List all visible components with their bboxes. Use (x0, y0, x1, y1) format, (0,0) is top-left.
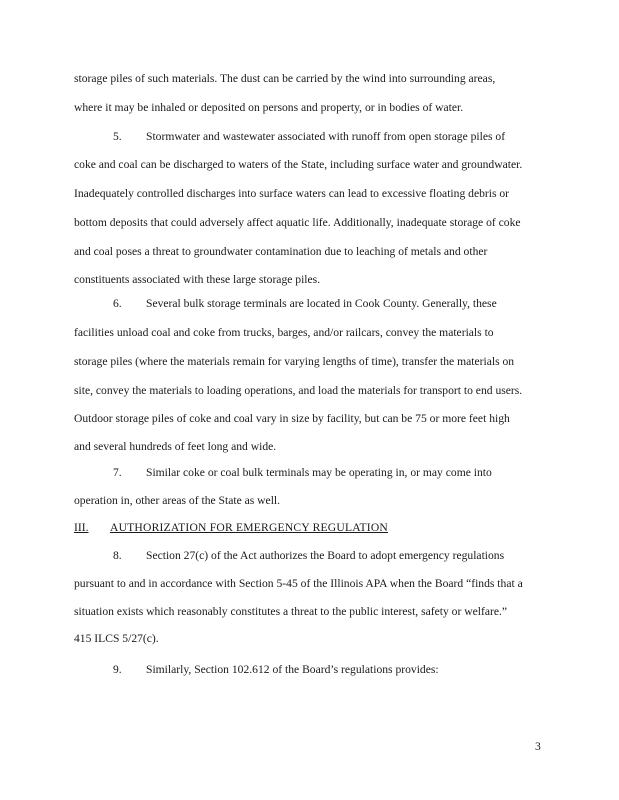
body-line: constituents associated with these large storage piles. (74, 273, 321, 286)
body-line: storage piles of such materials. The dust can be carried by the wind into surrounding areas, (74, 72, 496, 85)
body-line: site, convey the materials to loading operations, and load the materials for transport to end users. (74, 384, 523, 397)
body-line: storage piles (where the materials remain for varying lengths of time), transfer the materials on (74, 355, 515, 368)
paragraph-9-first-line: Similarly, Section 102.612 of the Board’s regulations provides: (146, 663, 439, 676)
body-line: and coal poses a threat to groundwater contamination due to leaching of metals and other (74, 245, 488, 258)
paragraph-number-7: 7. (113, 466, 122, 479)
paragraph-number-6: 6. (113, 297, 122, 310)
paragraph-number-5: 5. (113, 130, 122, 143)
body-line: situation exists which reasonably constitutes a threat to the public interest, safety or welfare.” (74, 605, 508, 618)
page-number: 3 (535, 740, 541, 753)
paragraph-5-first-line: Stormwater and wastewater associated with runoff from open storage piles of (146, 130, 506, 143)
body-line: operation in, other areas of the State as well. (74, 494, 281, 507)
body-line: coke and coal can be discharged to waters of the State, including surface water and groundwater. (74, 158, 523, 171)
body-line: Outdoor storage piles of coke and coal vary in size by facility, but can be 75 or more feet high (74, 412, 510, 425)
body-line: facilities unload coal and coke from trucks, barges, and/or railcars, convey the materials to (74, 326, 494, 339)
body-line: and several hundreds of feet long and wide. (74, 440, 277, 453)
paragraph-number-8: 8. (113, 549, 122, 562)
paragraph-8-first-line: Section 27(c) of the Act authorizes the Board to adopt emergency regulations (146, 549, 505, 562)
paragraph-6-first-line: Several bulk storage terminals are located in Cook County. Generally, these (146, 297, 497, 310)
body-line: 415 ILCS 5/27(c). (74, 632, 159, 645)
body-line: where it may be inhaled or deposited on persons and property, or in bodies of water. (74, 101, 464, 114)
body-line: pursuant to and in accordance with Section 5-45 of the Illinois APA when the Board “finds that a (74, 577, 523, 590)
section-heading-number: III. (74, 521, 89, 534)
paragraph-number-9: 9. (113, 663, 122, 676)
body-line: Inadequately controlled discharges into surface waters can lead to excessive floating debris or (74, 187, 510, 200)
paragraph-7-first-line: Similar coke or coal bulk terminals may be operating in, or may come into (146, 466, 492, 479)
section-heading: AUTHORIZATION FOR EMERGENCY REGULATION (110, 521, 388, 534)
body-line: bottom deposits that could adversely affect aquatic life. Additionally, inadequate storage of coke (74, 216, 521, 229)
